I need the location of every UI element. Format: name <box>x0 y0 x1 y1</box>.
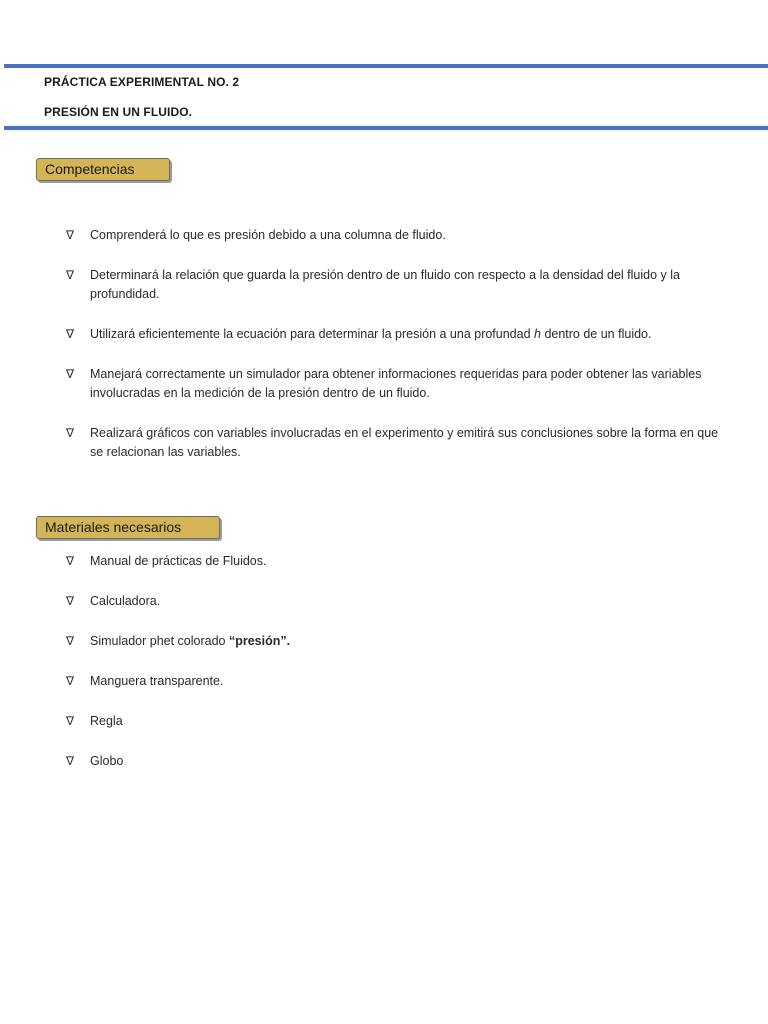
practice-number: PRÁCTICA EXPERIMENTAL NO. 2 <box>44 75 240 89</box>
practice-title: PRESIÓN EN UN FLUIDO. <box>44 105 193 119</box>
bullet-icon: ∇ <box>66 714 75 728</box>
list-item-text: Manejará correctamente un simulador para obtener informaciones requeridas para poder obtener las variables involucradas en la medición de la presión dentro de un fluido. <box>90 367 702 400</box>
list-item-text: Simulador phet colorado “presión”. <box>90 634 291 648</box>
bullet-icon: ∇ <box>66 367 75 381</box>
list-item <box>66 552 726 571</box>
header-top-rule <box>4 64 768 68</box>
bullet-icon: ∇ <box>66 674 75 688</box>
materiales-list <box>66 552 726 792</box>
list-item-text: Manguera transparente. <box>90 674 224 688</box>
bullet-icon: ∇ <box>66 634 75 648</box>
section-heading-materiales: Materiales necesarios <box>36 516 220 539</box>
list-item <box>66 632 726 651</box>
list-item <box>66 325 726 344</box>
list-item-text: Regla <box>90 714 123 728</box>
list-item-text: Realizará gráficos con variables involucradas en el experimento y emitirá sus conclusiones sobre la forma en que se relacionan las variables. <box>90 426 719 459</box>
simulator-name: “presión”. <box>228 634 291 648</box>
list-item <box>66 592 726 611</box>
header-bottom-rule <box>4 126 768 130</box>
bullet-icon: ∇ <box>66 554 75 568</box>
list-item-text: Utilizará eficientemente la ecuación para determinar la presión a una profundad h dentro de un fluido. <box>90 327 652 341</box>
list-item <box>66 672 726 691</box>
bullet-icon: ∇ <box>66 754 75 768</box>
list-item-text: Globo <box>90 754 124 768</box>
bullet-icon: ∇ <box>66 594 75 608</box>
list-item-text: Calculadora. <box>90 594 161 608</box>
list-item <box>66 226 726 245</box>
list-item-text: Comprenderá lo que es presión debido a una columna de fluido. <box>90 228 446 242</box>
section-heading-competencias: Competencias <box>36 158 170 181</box>
list-item <box>66 712 726 731</box>
bullet-icon: ∇ <box>66 426 75 440</box>
list-item-text: Manual de prácticas de Fluidos. <box>90 554 267 568</box>
list-item <box>66 752 726 771</box>
list-item <box>66 424 726 462</box>
bullet-icon: ∇ <box>66 268 75 282</box>
list-item <box>66 266 726 304</box>
list-item <box>66 365 726 403</box>
list-item-text: Determinará la relación que guarda la presión dentro de un fluido con respecto a la densidad del fluido y la profundidad. <box>90 268 680 301</box>
variable-h: h <box>534 327 541 341</box>
competencias-list <box>66 226 726 483</box>
bullet-icon: ∇ <box>66 228 75 242</box>
bullet-icon: ∇ <box>66 327 75 341</box>
